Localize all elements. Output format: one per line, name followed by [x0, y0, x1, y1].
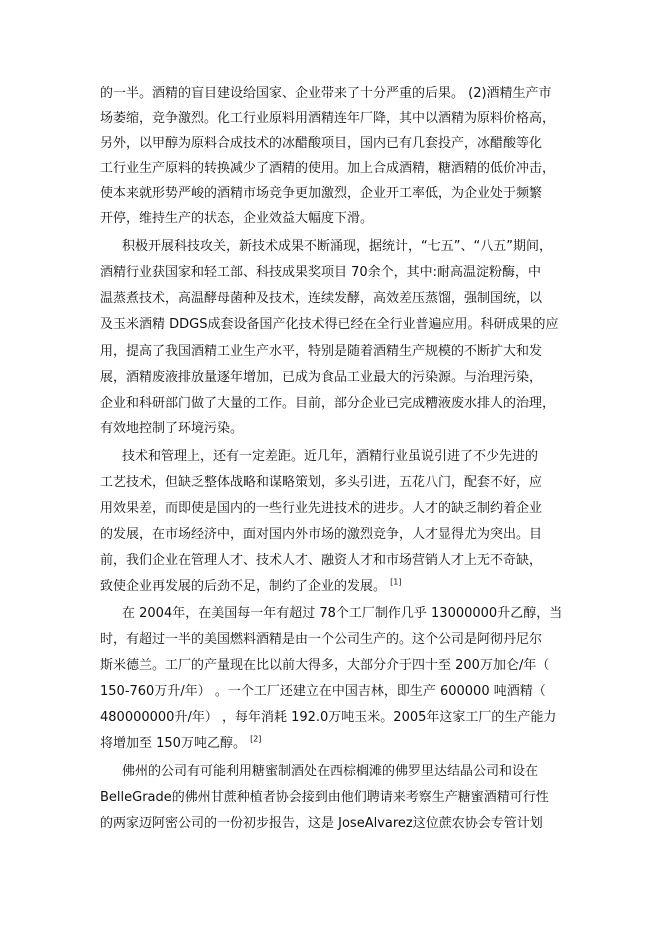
text-line: 工行业生产原料的转换减少了酒精的使用。加上合成酒精，糖酒精的低价冲击，	[100, 161, 556, 176]
text-line: 企业和科研部门做了大量的工作。目前，部分企业已完成糟液废水排人的治理，	[100, 396, 556, 411]
citation-marker: [2]	[250, 734, 262, 744]
text-line: 酒精行业获国家和轻工部、科技成果奖项目 70余个，其中:耐高温淀粉酶，中	[100, 265, 542, 280]
text-line: 用效果差，而即使是国内的一些行业先进技术的进步。人才的缺乏制约着企业	[100, 501, 543, 516]
text-line: 480000000升/年） ，每年消耗 192.0万吨玉米。2005年这家工厂的生产能力	[100, 710, 557, 725]
text-line: 的一半。酒精的盲目建设给国家、企业带来了十分严重的后果。 (2)酒精生产市	[100, 86, 552, 101]
text-line-content: 将增加至 150万吨乙醇。	[100, 736, 246, 751]
text-line: 150-760万升/年） 。一个工厂还建立在中国吉林，即生产 600000 吨酒精（	[100, 684, 546, 699]
text-line: 及玉米酒精 DDGS成套设备国产化技术得已经在全行业普遍应用。科研成果的应	[100, 317, 559, 332]
text-line: 斯米德兰。工厂的产量现在比以前大得多，大部分介于四十至 200万加仑/年（	[100, 658, 550, 673]
text-line: 场萎缩，竞争激烈。化工行业原料用酒精连年厂降，其中以酒精为原料价格高，	[100, 111, 556, 126]
text-line	[100, 579, 570, 595]
text-line: 时，有超过一半的美国燃料酒精是由一个公司生产的。这个公司是阿彻丹尼尔	[100, 632, 543, 647]
text-line: 用，提高了我国酒精工业生产水平，特别是随着酒精生产规模的不断扩大和发	[100, 344, 543, 359]
text-line: 开停，维持生产的状态，企业效益大幅度下滑。	[100, 211, 374, 226]
text-line: 积极开展科技攻关，新技术成果不断涌现，据统计，“七五”、“八五”期间，	[122, 239, 552, 254]
citation-marker: [1]	[390, 577, 402, 587]
text-line: 前，我们企业在管理人才、技术人才、融资人才和市场营销人才上无不奇缺，	[100, 553, 543, 568]
text-line: 佛州的公司有可能利用糖蜜制酒处在西棕榈滩的佛罗里达结晶公司和设在	[122, 764, 539, 779]
text-line: 另外，以甲醇为原料合成技术的冰醋酸项目，国内已有几套投产，冰醋酸等化	[100, 136, 543, 151]
text-line: 有效地控制了环境污染。	[100, 421, 244, 436]
text-line: 使本来就形势严峻的酒精市场竞争更加激烈，企业开工率低，为企业处于频繁	[100, 186, 543, 201]
text-line: 工艺技术，但缺乏整体战略和谋略策划，多头引进，五花八门，配套不好，应	[100, 475, 543, 490]
text-line: 技术和管理上，还有一定差距。近几年，酒精行业虽说引进了不少先进的	[122, 449, 539, 464]
text-line: 在 2004年，在美国每一年有超过 78个工厂制作几乎 13000000升乙醇，当	[122, 606, 563, 621]
text-line: 温蒸煮技术，高温酵母菌种及技术，连续发酵，高效差压蒸馏，强制国统，以	[100, 291, 543, 306]
text-line: 展，酒精废液排放量逐年增加，已成为食品工业最大的污染源。与治理污染，	[100, 370, 543, 385]
text-line: 的发展，在市场经济中，面对国内外市场的激烈竞争，人才显得尤为突出。目	[100, 527, 543, 542]
text-line: BelleGrade的佛州甘蔗种植者协会接到由他们聘请来考察生产糖蜜酒精可行性	[100, 790, 549, 805]
text-line-content: 致使企业再发展的后劲不足，制约了企业的发展。	[100, 579, 387, 594]
text-line	[100, 736, 570, 752]
text-line: 的两家迈阿密公司的一份初步报告，这是 JoseAlvarez这位蔗农协会专管计划	[100, 816, 543, 831]
